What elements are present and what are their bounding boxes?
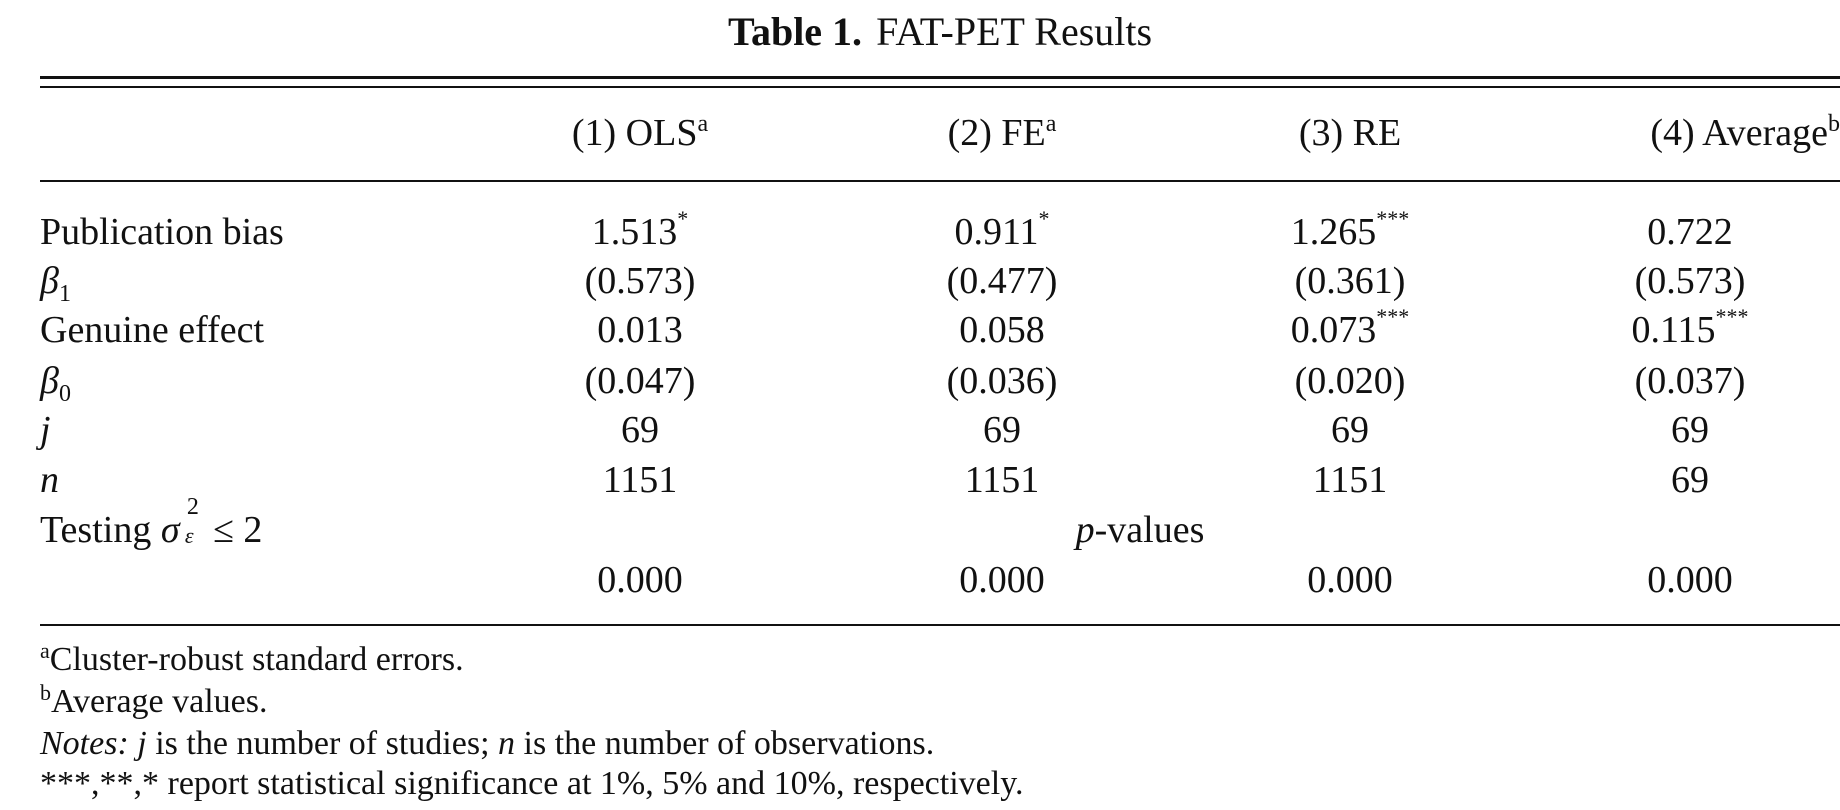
table-cell: 69 bbox=[1671, 409, 1709, 451]
footnote-b: $^b$Average values. bbox=[40, 680, 268, 720]
table-cell: 0.911* bbox=[954, 206, 1050, 253]
sigma-symbol: σ 2 ε bbox=[160, 494, 199, 551]
table-row-beta0 bbox=[40, 356, 1840, 406]
table-cell: (0.037) bbox=[1634, 360, 1746, 402]
top-rule-thick bbox=[40, 76, 1840, 79]
table-row-testing bbox=[40, 494, 1840, 555]
table-cell: 1151 bbox=[1312, 459, 1388, 501]
footnote-notes: Notes: j is the number of studies; n is the number of observations. bbox=[40, 725, 935, 762]
bottom-rule bbox=[40, 624, 1840, 626]
header-rule bbox=[40, 180, 1840, 182]
table-cell: (0.047) bbox=[584, 360, 696, 402]
table-cell: (0.361) bbox=[1294, 260, 1406, 302]
col-header-ols: (1) OLS$^a$ bbox=[571, 111, 709, 154]
footnote-a: $^a$Cluster-robust standard errors. bbox=[40, 638, 464, 678]
table-row-n bbox=[40, 455, 1840, 505]
table-row-publication-bias bbox=[40, 207, 1840, 257]
row-label: Publication bias bbox=[40, 211, 284, 253]
table-cell: (0.477) bbox=[946, 260, 1058, 302]
table-cell: (0.036) bbox=[946, 360, 1058, 402]
table-cell: 0.000 bbox=[959, 559, 1045, 601]
table-cell: 0.000 bbox=[1307, 559, 1393, 601]
table-cell: 69 bbox=[621, 409, 659, 451]
table-row-pvalues bbox=[40, 555, 1840, 605]
header-row bbox=[40, 108, 1840, 158]
col-header-fe: (2) $FE^a$ bbox=[947, 111, 1057, 154]
table-cell: (0.573) bbox=[1634, 260, 1746, 302]
table-cell: 69 bbox=[1671, 459, 1709, 501]
footnote-significance: ***,**,* report statistical significance at 1%, 5% and 10%, respectively. bbox=[40, 765, 1024, 802]
pvalues-span-header: p-values bbox=[1075, 509, 1205, 551]
table-cell: 0.058 bbox=[959, 309, 1045, 351]
col-header-average: (4) Average$^b$ bbox=[1650, 111, 1840, 154]
row-label: Testing σ 2 ε ≤ 2 bbox=[40, 505, 262, 555]
table-cell: 0.722 bbox=[1647, 211, 1733, 253]
table-cell: 0.000 bbox=[597, 559, 683, 601]
table-cell: 0.073*** bbox=[1290, 304, 1410, 351]
table-cell: 69 bbox=[1331, 409, 1369, 451]
table-cell: 1151 bbox=[602, 459, 678, 501]
table-cell: 1.513* bbox=[591, 206, 689, 253]
col-header-re: (3) RE bbox=[1298, 112, 1402, 154]
table-cell: (0.573) bbox=[584, 260, 696, 302]
row-label: $\beta_1$ bbox=[40, 260, 71, 307]
row-label: j bbox=[40, 409, 51, 451]
table-row-beta1 bbox=[40, 256, 1840, 306]
table-cell: 1.265*** bbox=[1290, 206, 1410, 253]
table-cell: 0.115*** bbox=[1631, 304, 1749, 351]
table-cell: 0.000 bbox=[1647, 559, 1733, 601]
table-cell: 1151 bbox=[964, 459, 1040, 501]
caption-title: FAT-PET Results bbox=[876, 9, 1153, 54]
caption-label: Table 1. bbox=[727, 9, 863, 54]
table-row-genuine-effect bbox=[40, 305, 1840, 355]
row-label: n bbox=[40, 459, 59, 501]
table-caption bbox=[0, 8, 1840, 56]
table-cell: (0.020) bbox=[1294, 360, 1406, 402]
top-rule-thin bbox=[40, 86, 1840, 88]
table-cell: 69 bbox=[983, 409, 1021, 451]
row-label: $\beta_0$ bbox=[40, 360, 71, 407]
row-label: Genuine effect bbox=[40, 309, 265, 351]
table-row-j bbox=[40, 405, 1840, 455]
table-cell: 0.013 bbox=[597, 309, 683, 351]
